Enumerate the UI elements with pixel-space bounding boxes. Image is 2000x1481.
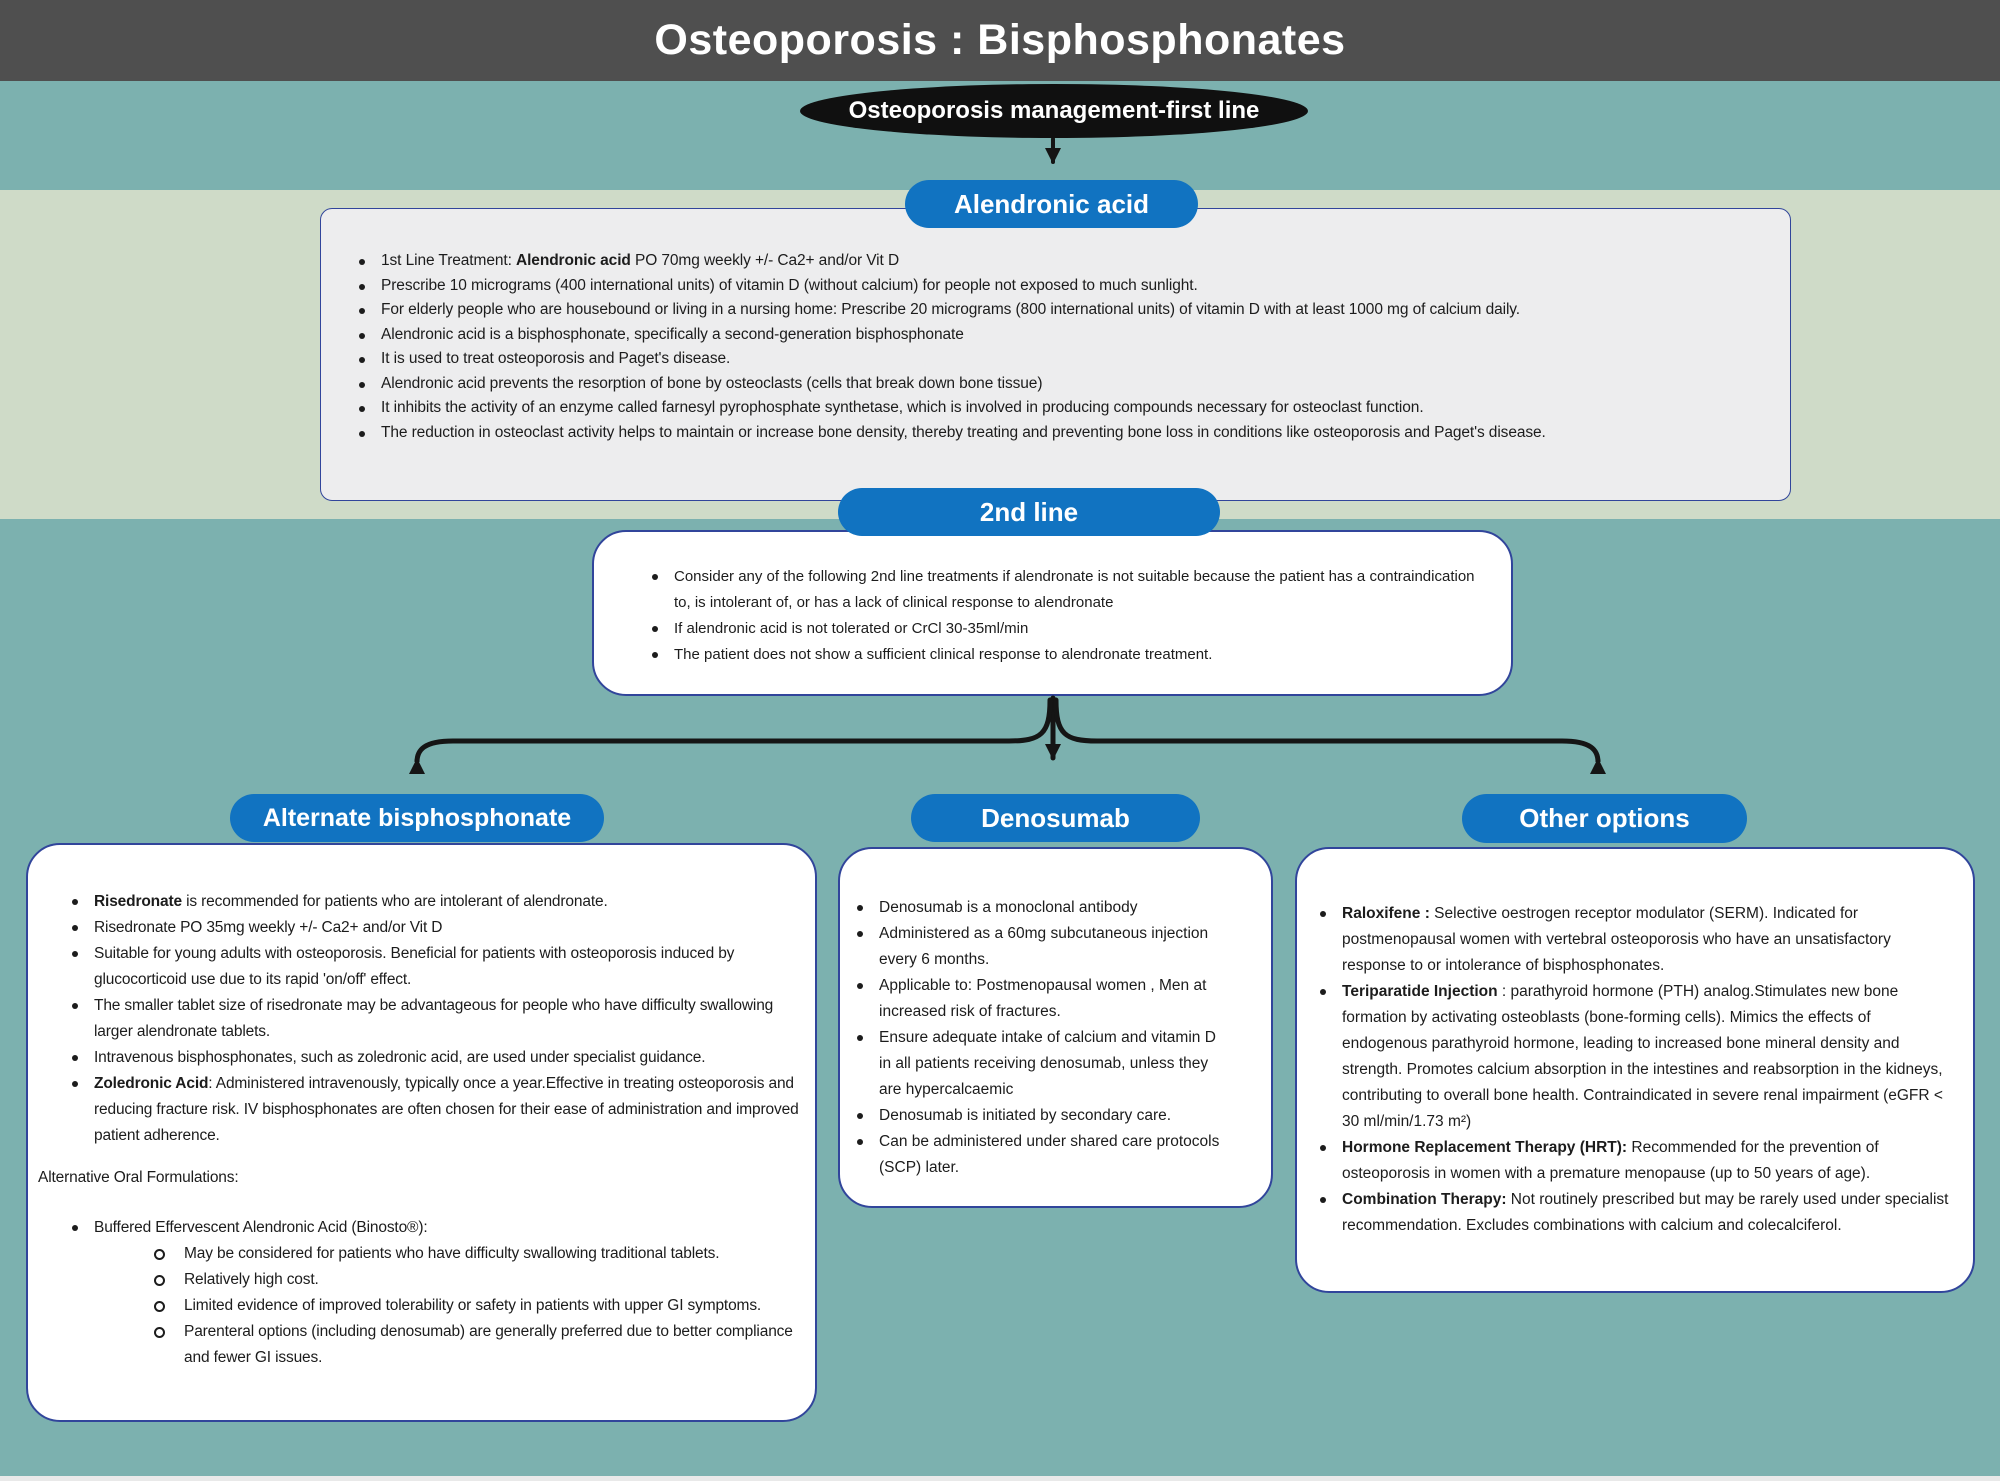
denosumab-detail-box (838, 847, 1273, 1208)
page-title: Osteoporosis : Bisphosphonates (654, 16, 1346, 64)
root-node-label: Osteoporosis management-first line (848, 97, 1260, 124)
formulations-bullet-list (94, 1215, 801, 1241)
denosumab-bullet-content (840, 849, 1271, 1181)
list-item: Applicable to: Postmenopausal women , Men at increased risk of fractures. (879, 973, 1227, 1025)
arrow-to-other-options (1056, 700, 1598, 762)
list-item: If alendronic acid is not tolerated or CrCl 30-35ml/min (674, 616, 1477, 642)
list-item: Zoledronic Acid: Administered intravenously, typically once a year.Effective in treating osteoporosis and reducing fracture risk. IV bisphosphonates are often chosen for their ease of administration and improved patient adherence. (94, 1071, 801, 1149)
denosumab-bullet-list (879, 895, 1227, 1181)
list-item: Raloxifene : Selective oestrogen receptor modulator (SERM). Indicated for postmenopausal women with vertebral osteoporosis who have an unsatisfactory response to or intolerance of bisphosphonates. (1342, 901, 1953, 979)
list-item: Alendronic acid prevents the resorption of bone by osteoclasts (cells that break down bone tissue) (381, 372, 1772, 397)
other-options-bullet-list (1342, 901, 1953, 1239)
list-item: The patient does not show a sufficient clinical response to alendronate treatment. (674, 642, 1477, 668)
formulations-sub-bullet-list (154, 1241, 801, 1371)
list-item: May be considered for patients who have difficulty swallowing traditional tablets. (154, 1241, 801, 1267)
list-item: Can be administered under shared care protocols (SCP) later. (879, 1129, 1227, 1181)
alendronic-acid-detail-box (320, 208, 1791, 501)
list-item: Prescribe 10 micrograms (400 international units) of vitamin D (without calcium) for people not exposed to much sunlight. (381, 274, 1772, 299)
second-line-bullet-list (674, 564, 1477, 668)
list-item: Risedronate PO 35mg weekly +/- Ca2+ and/or Vit D (94, 915, 801, 941)
node-pill-2nd-line (838, 488, 1220, 536)
list-item: 1st Line Treatment: Alendronic acid PO 70mg weekly +/- Ca2+ and/or Vit D (381, 249, 1772, 274)
list-item: Teriparatide Injection : parathyroid hormone (PTH) analog.Stimulates new bone formation by activating osteoblasts (bone-forming cells). Mimics the effects of endogenous parathyroid hormone, leading to increased bone mineral density and strength. Promotes calcium absorption in the intestines and reabsorption in the kidneys, contributing to overall bone health. Contraindicated in severe renal impairment (eGFR < 30 ml/min/1.73 m²) (1342, 979, 1953, 1135)
node-pill-alendronic-acid (905, 180, 1198, 228)
node-pill-label: 2nd line (979, 496, 1079, 527)
alternative-oral-formulations-heading: Alternative Oral Formulations: (38, 1169, 239, 1186)
node-pill-label: Alternate bisphosphonate (262, 803, 572, 832)
node-pill-alternate-bisphosphonate (230, 794, 604, 842)
list-item: The reduction in osteoclast activity helps to maintain or increase bone density, thereby treating and preventing bone loss in conditions like osteoporosis and Paget's disease. (381, 421, 1772, 446)
node-pill-denosumab (911, 794, 1200, 842)
second-line-bullet-content (594, 532, 1511, 668)
alternate-bisphosphonate-bullet-list (94, 889, 801, 1149)
other-options-bullet-content (1297, 849, 1973, 1239)
header-bar (0, 0, 2000, 81)
list-item: Combination Therapy: Not routinely prescribed but may be rarely used under specialist recommendation. Excludes combinations with calcium and colecalciferol. (1342, 1187, 1953, 1239)
list-item: It inhibits the activity of an enzyme called farnesyl pyrophosphate synthetase, which is involved in producing compounds necessary for osteoclast function. (381, 396, 1772, 421)
alternate-bisphosphonate-detail-box (26, 843, 817, 1422)
list-item: Denosumab is initiated by secondary care. (879, 1103, 1227, 1129)
list-item: Relatively high cost. (154, 1267, 801, 1293)
list-item: For elderly people who are housebound or living in a nursing home: Prescribe 20 micrograms (800 international units) of vitamin D with at least 1000 mg of calcium daily. (381, 298, 1772, 323)
list-item: Ensure adequate intake of calcium and vitamin D in all patients receiving denosumab, unless they are hypercalcaemic (879, 1025, 1227, 1103)
root-node-osteoporosis-management (800, 84, 1308, 138)
alendronic-acid-bullet-content (321, 209, 1790, 445)
bottom-edge-strip (0, 1476, 2000, 1481)
list-item: Suitable for young adults with osteoporosis. Beneficial for patients with osteoporosis induced by glucocorticoid use due to its rapid 'on/off' effect. (94, 941, 801, 993)
list-item: Limited evidence of improved tolerability or safety in patients with upper GI symptoms. (154, 1293, 801, 1319)
list-item: Denosumab is a monoclonal antibody (879, 895, 1227, 921)
node-pill-label: Other options (1519, 803, 1690, 833)
list-item: Intravenous bisphosphonates, such as zoledronic acid, are used under specialist guidance. (94, 1045, 801, 1071)
alternate-bisphosphonate-content (28, 845, 815, 1371)
node-pill-other-options (1462, 794, 1747, 843)
list-item: Consider any of the following 2nd line treatments if alendronate is not suitable because the patient has a contraindication to, is intolerant of, or has a lack of clinical response to alendronate (674, 564, 1477, 616)
list-item: Hormone Replacement Therapy (HRT): Recommended for the prevention of osteoporosis in women with a premature menopause (up to 50 years of age). (1342, 1135, 1953, 1187)
list-item: Parenteral options (including denosumab) are generally preferred due to better compliance and fewer GI issues. (154, 1319, 801, 1371)
other-options-detail-box (1295, 847, 1975, 1293)
node-pill-label: Denosumab (981, 802, 1130, 833)
list-item: It is used to treat osteoporosis and Paget's disease. (381, 347, 1772, 372)
second-line-detail-box (592, 530, 1513, 696)
list-item: Alendronic acid is a bisphosphonate, specifically a second-generation bisphosphonate (381, 323, 1772, 348)
alendronic-acid-bullet-list (381, 249, 1772, 445)
list-item: Buffered Effervescent Alendronic Acid (Binosto®): (94, 1215, 801, 1241)
list-item: The smaller tablet size of risedronate may be advantageous for people who have difficulty swallowing larger alendronate tablets. (94, 993, 801, 1045)
arrow-to-alternate (417, 700, 1050, 762)
list-item: Risedronate is recommended for patients who are intolerant of alendronate. (94, 889, 801, 915)
list-item: Administered as a 60mg subcutaneous injection every 6 months. (879, 921, 1227, 973)
node-pill-label: Alendronic acid (953, 188, 1150, 219)
